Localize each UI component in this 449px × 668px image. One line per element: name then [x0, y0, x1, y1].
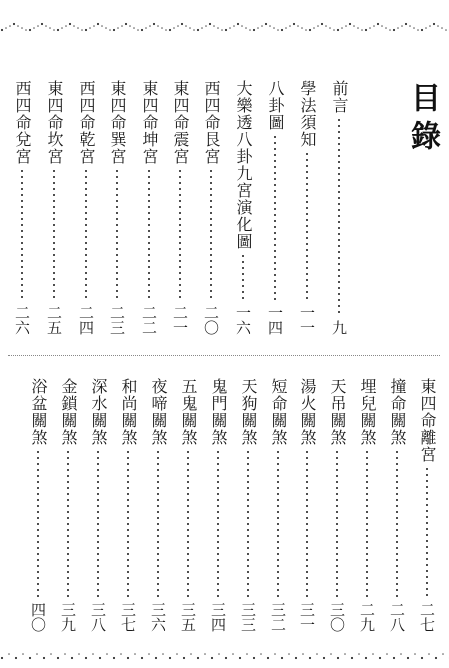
dot-leader	[210, 168, 212, 302]
dot-leader	[53, 168, 55, 302]
toc-entry-page-number: 二五	[45, 305, 63, 335]
dot-leader	[366, 449, 368, 599]
toc-entry[interactable]	[237, 378, 259, 632]
toc-entry-label: 西四命乾宮	[77, 80, 96, 165]
toc-entry-label: 大樂透八卦九宮演化圖	[234, 80, 253, 250]
toc-entry-page-number: 三二	[269, 602, 287, 632]
toc-entry[interactable]	[57, 378, 79, 632]
dot-leader	[338, 117, 340, 317]
toc-entry[interactable]	[386, 378, 408, 632]
toc-entry-label: 金鎖關煞	[59, 378, 78, 446]
toc-entry[interactable]	[106, 80, 128, 335]
toc-entry-label: 東四命震宮	[171, 80, 190, 165]
dot-leader	[127, 449, 129, 599]
toc-entry-page-number: 二七	[418, 602, 436, 632]
dot-leader	[247, 449, 249, 599]
dot-leader	[179, 168, 181, 302]
toc-entry-label: 埋兒關煞	[358, 378, 377, 446]
top-dotted-border	[0, 18, 449, 34]
toc-entry-page-number: 三三	[239, 602, 257, 632]
dot-leader	[274, 134, 276, 302]
dot-leader	[242, 253, 244, 302]
toc-entry-page-number: 三七	[119, 602, 137, 632]
toc-entry[interactable]	[232, 80, 254, 335]
bottom-border-pattern	[0, 650, 449, 666]
toc-entry[interactable]	[328, 80, 350, 335]
dot-leader	[157, 449, 159, 599]
dot-leader	[21, 168, 23, 302]
toc-entry-page-number: 二〇	[202, 305, 220, 335]
toc-entry[interactable]	[416, 378, 438, 632]
dot-leader	[426, 466, 428, 599]
toc-entry-page-number: 二三	[108, 305, 126, 335]
toc-entry[interactable]	[356, 378, 378, 632]
toc-entry-page-number: 四〇	[29, 602, 47, 632]
toc-entry[interactable]	[326, 378, 348, 632]
dot-leader	[37, 449, 39, 599]
toc-entry-label: 和尚關煞	[119, 378, 138, 446]
toc-entry-page-number: 二九	[358, 602, 376, 632]
toc-entry[interactable]	[296, 378, 318, 632]
toc-entry-label: 東四命坤宮	[140, 80, 159, 165]
toc-entry-label: 撞命關煞	[388, 378, 407, 446]
toc-entry-page-number: 九	[330, 320, 348, 335]
dot-leader	[116, 168, 118, 302]
toc-entry-label: 西四命兌宮	[13, 80, 32, 165]
toc-entry[interactable]	[43, 80, 65, 335]
toc-entry-label: 天吊關煞	[328, 378, 347, 446]
dot-leader	[336, 449, 338, 599]
toc-entry-label: 鬼門關煞	[209, 378, 228, 446]
toc-entry-page-number: 三五	[179, 602, 197, 632]
toc-entry-page-number: 一四	[266, 305, 284, 335]
toc-entry-label: 東四命巽宮	[108, 80, 127, 165]
dot-leader	[67, 449, 69, 599]
toc-entry[interactable]	[296, 80, 318, 335]
toc-entry-label: 東四命離宮	[418, 378, 437, 463]
toc-entry[interactable]	[267, 378, 289, 632]
toc-entry-label: 前言	[330, 80, 349, 114]
toc-entry[interactable]	[117, 378, 139, 632]
toc-entry-label: 短命關煞	[269, 378, 288, 446]
toc-entry-page-number: 三一	[298, 602, 316, 632]
dot-leader	[148, 168, 150, 302]
toc-entry[interactable]	[11, 80, 33, 335]
toc-entry-page-number: 二六	[13, 305, 31, 335]
toc-entry-page-number: 二一	[171, 305, 189, 335]
top-border-pattern	[0, 18, 449, 34]
toc-entry-page-number: 二八	[388, 602, 406, 632]
toc-entry-label: 五鬼關煞	[179, 378, 198, 446]
toc-entry-label: 東四命坎宮	[45, 80, 64, 165]
toc-entry-label: 夜啼關煞	[149, 378, 168, 446]
toc-entry-page-number: 三九	[59, 602, 77, 632]
toc-entry-page-number: 三四	[209, 602, 227, 632]
toc-entry-label: 湯火關煞	[298, 378, 317, 446]
toc-entry[interactable]	[75, 80, 97, 335]
toc-entry[interactable]	[169, 80, 191, 335]
section-divider	[8, 355, 440, 356]
toc-entry[interactable]	[27, 378, 49, 632]
dot-leader	[277, 449, 279, 599]
toc-entry-label: 學法須知	[298, 80, 317, 148]
toc-entry[interactable]	[138, 80, 160, 335]
toc-entry[interactable]	[207, 378, 229, 632]
toc-entry[interactable]	[200, 80, 222, 335]
toc-entry-label: 西四命艮宮	[202, 80, 221, 165]
toc-entry-page-number: 二四	[77, 305, 95, 335]
toc-entry-label: 天狗關煞	[239, 378, 258, 446]
dot-leader	[306, 449, 308, 599]
toc-entry-page-number: 三六	[149, 602, 167, 632]
toc-entry-page-number: 三〇	[328, 602, 346, 632]
toc-entry-page-number: 三八	[89, 602, 107, 632]
dot-leader	[217, 449, 219, 599]
toc-entry-label: 浴盆關煞	[29, 378, 48, 446]
dot-leader	[396, 449, 398, 599]
toc-entry-page-number: 二二	[140, 305, 158, 335]
page-title: 目錄	[405, 82, 440, 158]
toc-entry-label: 深水關煞	[89, 378, 108, 446]
dot-leader	[97, 449, 99, 599]
dot-leader	[187, 449, 189, 599]
toc-entry-page-number: 一六	[234, 305, 252, 335]
toc-entry-label: 八卦圖	[266, 80, 285, 131]
dot-leader	[85, 168, 87, 302]
toc-entry[interactable]	[177, 378, 199, 632]
toc-entry[interactable]	[147, 378, 169, 632]
dot-leader	[306, 151, 308, 302]
toc-entry-page-number: 一一	[298, 305, 316, 335]
toc-entry[interactable]	[264, 80, 286, 335]
bottom-dotted-border	[0, 650, 449, 666]
toc-entry[interactable]	[87, 378, 109, 632]
